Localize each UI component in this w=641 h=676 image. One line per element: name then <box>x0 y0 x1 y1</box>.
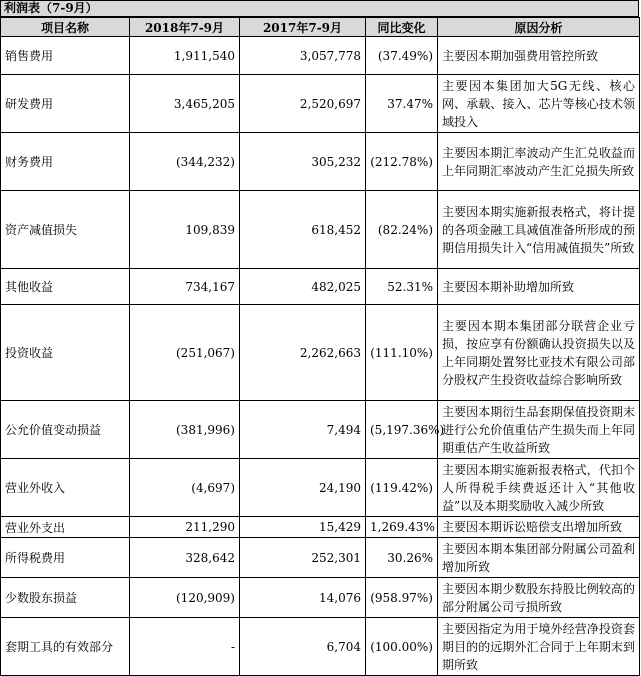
row-value-2017: 7,494 <box>240 401 366 459</box>
header-item-name: 项目名称 <box>1 18 130 37</box>
row-change: 37.47% <box>366 75 438 133</box>
row-value-2018: 734,167 <box>130 269 240 305</box>
row-change: (111.10%) <box>366 305 438 401</box>
row-value-2018: (120,909) <box>130 578 240 618</box>
header-reason: 原因分析 <box>438 18 640 37</box>
table-row <box>1 578 640 618</box>
row-change: 30.26% <box>366 538 438 578</box>
row-value-2017: 252,301 <box>240 538 366 578</box>
row-change: (119.42%) <box>366 459 438 517</box>
row-value-2018: 1,911,540 <box>130 37 240 75</box>
row-name: 所得税费用 <box>1 538 130 578</box>
table-row <box>1 459 640 517</box>
row-value-2017: 3,057,778 <box>240 37 366 75</box>
table-title: 利润表（7-9月） <box>0 0 639 17</box>
row-value-2018: 211,290 <box>130 517 240 538</box>
row-value-2018: 109,839 <box>130 191 240 269</box>
row-reason: 主要因本期本集团部分联营企业亏损，按应享有份额确认投资损失以及上年同期处置努比亚技术有限公司部分股权产生投资收益综合影响所致 <box>438 305 640 401</box>
table-row <box>1 191 640 269</box>
row-name: 资产减值损失 <box>1 191 130 269</box>
row-name: 少数股东损益 <box>1 578 130 618</box>
table-row <box>1 133 640 191</box>
row-value-2018: 328,642 <box>130 538 240 578</box>
table-row <box>1 538 640 578</box>
row-reason: 主要因本期汇率波动产生汇兑收益而上年同期汇率波动产生汇兑损失所致 <box>438 133 640 191</box>
row-value-2018: 3,465,205 <box>130 75 240 133</box>
row-reason: 主要因本期本集团部分附属公司盈利增加所致 <box>438 538 640 578</box>
row-value-2017: 618,452 <box>240 191 366 269</box>
row-name: 营业外支出 <box>1 517 130 538</box>
row-reason: 主要因指定为用于境外经营净投资套期目的的远期外汇合同于上年期末到期所致 <box>438 618 640 676</box>
row-name: 财务费用 <box>1 133 130 191</box>
row-change: (82.24%) <box>366 191 438 269</box>
row-change: (212.78%) <box>366 133 438 191</box>
table-row <box>1 618 640 676</box>
row-change: (37.49%) <box>366 37 438 75</box>
header-2018: 2018年7-9月 <box>130 18 240 37</box>
row-name: 公允价值变动损益 <box>1 401 130 459</box>
table-row <box>1 37 640 75</box>
row-value-2017: 2,262,663 <box>240 305 366 401</box>
row-value-2017: 2,520,697 <box>240 75 366 133</box>
income-statement-table <box>0 17 640 676</box>
row-value-2018: (251,067) <box>130 305 240 401</box>
row-name: 投资收益 <box>1 305 130 401</box>
row-name: 营业外收入 <box>1 459 130 517</box>
row-value-2017: 6,704 <box>240 618 366 676</box>
table-row <box>1 305 640 401</box>
row-reason: 主要因本期实施新报表格式，将计提的各项金融工具减值准备所形成的预期信用损失计入“信用减值损失”所致 <box>438 191 640 269</box>
row-change: (5,197.36%) <box>366 401 438 459</box>
row-value-2018: - <box>130 618 240 676</box>
row-change: 1,269.43% <box>366 517 438 538</box>
row-name: 其他收益 <box>1 269 130 305</box>
row-name: 销售费用 <box>1 37 130 75</box>
row-reason: 主要因本期补助增加所致 <box>438 269 640 305</box>
row-name: 套期工具的有效部分 <box>1 618 130 676</box>
row-value-2017: 14,076 <box>240 578 366 618</box>
header-change: 同比变化 <box>366 18 438 37</box>
row-value-2017: 15,429 <box>240 517 366 538</box>
row-reason: 主要因本集团加大5G无线、核心网、承载、接入、芯片等核心技术领域投入 <box>438 75 640 133</box>
table-row <box>1 401 640 459</box>
row-reason: 主要因本期少数股东持股比例较高的部分附属公司亏损所致 <box>438 578 640 618</box>
row-value-2018: (344,232) <box>130 133 240 191</box>
row-value-2018: (4,697) <box>130 459 240 517</box>
row-reason: 主要因本期实施新报表格式，代扣个人所得税手续费返还计入“其他收益”以及本期奖励收入减少所致 <box>438 459 640 517</box>
row-value-2018: (381,996) <box>130 401 240 459</box>
row-change: (958.97%) <box>366 578 438 618</box>
header-row <box>1 18 640 37</box>
row-reason: 主要因本期加强费用管控所致 <box>438 37 640 75</box>
row-reason: 主要因本期衍生品套期保值投资期末进行公允价值重估产生损失而上年同期重估产生收益所致 <box>438 401 640 459</box>
row-value-2017: 24,190 <box>240 459 366 517</box>
row-value-2017: 482,025 <box>240 269 366 305</box>
table-row <box>1 517 640 538</box>
row-change: 52.31% <box>366 269 438 305</box>
table-row <box>1 75 640 133</box>
row-change: (100.00%) <box>366 618 438 676</box>
row-name: 研发费用 <box>1 75 130 133</box>
row-value-2017: 305,232 <box>240 133 366 191</box>
row-reason: 主要因本期诉讼赔偿支出增加所致 <box>438 517 640 538</box>
table-row <box>1 269 640 305</box>
header-2017: 2017年7-9月 <box>240 18 366 37</box>
